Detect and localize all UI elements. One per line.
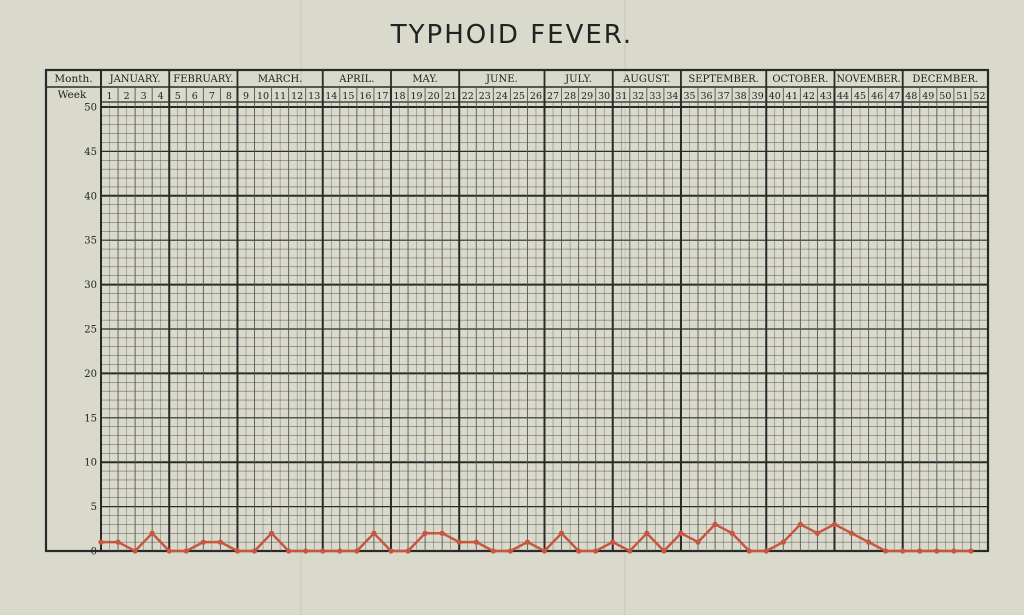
week-number: 30 <box>598 91 611 102</box>
week-number: 40 <box>768 91 781 102</box>
y-tick-label: 10 <box>84 457 97 469</box>
week-number: 43 <box>819 91 832 102</box>
data-point <box>422 531 427 536</box>
month-label: DECEMBER. <box>912 74 979 85</box>
week-number: 4 <box>157 91 164 102</box>
week-number: 48 <box>905 91 918 102</box>
data-point <box>610 540 615 545</box>
data-point <box>269 531 274 536</box>
y-tick-label: 5 <box>90 502 97 514</box>
y-tick-label: 40 <box>84 191 97 203</box>
data-point <box>303 548 308 553</box>
data-point <box>133 548 138 553</box>
week-number: 32 <box>632 91 645 102</box>
data-point <box>542 548 547 553</box>
chart-title: TYPHOID FEVER. <box>390 20 634 50</box>
week-number: 37 <box>717 91 730 102</box>
data-point <box>559 531 564 536</box>
data-point <box>98 540 103 545</box>
data-point <box>934 548 939 553</box>
week-number: 15 <box>342 91 355 102</box>
week-number: 9 <box>242 91 250 102</box>
data-point <box>815 531 820 536</box>
data-point <box>576 548 581 553</box>
month-label: AUGUST. <box>623 74 671 85</box>
week-number: 34 <box>666 91 679 102</box>
week-number: 49 <box>922 91 935 102</box>
week-number: 18 <box>393 91 406 102</box>
data-point <box>235 548 240 553</box>
week-number: 12 <box>291 91 304 102</box>
data-point <box>337 548 342 553</box>
data-point <box>849 531 854 536</box>
data-point <box>218 540 223 545</box>
week-number: 21 <box>444 91 457 102</box>
week-number: 6 <box>191 91 198 102</box>
month-label: MARCH. <box>257 74 303 85</box>
data-point <box>457 540 462 545</box>
month-label: MAY. <box>412 74 438 85</box>
data-point <box>781 540 786 545</box>
week-number: 8 <box>225 91 232 102</box>
data-point <box>491 548 496 553</box>
data-point <box>201 540 206 545</box>
y-tick-label: 25 <box>84 324 97 336</box>
week-number: 19 <box>410 91 423 102</box>
week-number: 10 <box>257 91 270 102</box>
data-point <box>405 548 410 553</box>
month-label: JULY. <box>565 74 593 85</box>
week-number: 45 <box>854 91 867 102</box>
data-point <box>883 548 888 553</box>
data-point <box>525 540 530 545</box>
week-number: 17 <box>376 91 389 102</box>
chart-frame <box>46 70 988 551</box>
week-number: 24 <box>495 91 508 102</box>
data-point <box>388 548 393 553</box>
data-point <box>354 548 359 553</box>
data-point <box>900 548 905 553</box>
month-label: JUNE. <box>486 74 518 85</box>
y-tick-label: 30 <box>84 280 97 292</box>
data-point <box>661 548 666 553</box>
data-point <box>798 522 803 527</box>
month-header-label: Month. <box>54 73 93 85</box>
data-point <box>508 548 513 553</box>
week-number: 29 <box>581 91 594 102</box>
data-point <box>593 548 598 553</box>
data-point <box>286 548 291 553</box>
y-tick-label: 20 <box>84 368 97 380</box>
week-number: 46 <box>871 91 884 102</box>
data-point <box>695 540 700 545</box>
week-number: 3 <box>140 91 147 102</box>
week-number: 38 <box>734 91 747 102</box>
y-tick-label: 50 <box>84 102 97 114</box>
week-number: 13 <box>308 91 321 102</box>
data-point <box>150 531 155 536</box>
month-label: NOVEMBER. <box>836 74 901 85</box>
data-point <box>730 531 735 536</box>
month-label: JANUARY. <box>109 74 161 85</box>
week-number: 23 <box>478 91 491 102</box>
week-number: 5 <box>174 91 181 102</box>
week-number: 28 <box>564 91 577 102</box>
data-point <box>252 548 257 553</box>
data-point <box>968 548 973 553</box>
month-label: SEPTEMBER. <box>688 74 759 85</box>
data-point <box>184 548 189 553</box>
week-number: 33 <box>649 91 662 102</box>
week-number: 51 <box>956 91 969 102</box>
data-point <box>440 531 445 536</box>
week-header-label: Week <box>57 89 87 101</box>
week-number: 35 <box>683 91 696 102</box>
data-point <box>764 548 769 553</box>
data-point <box>712 522 717 527</box>
y-tick-label: 0 <box>90 546 97 558</box>
month-label: FEBRUARY. <box>173 74 234 85</box>
week-number: 39 <box>751 91 764 102</box>
week-number: 27 <box>546 91 560 102</box>
week-number: 14 <box>325 91 338 102</box>
week-number: 2 <box>123 91 130 102</box>
week-number: 52 <box>973 91 986 102</box>
week-number: 20 <box>427 91 440 102</box>
week-number: 42 <box>802 91 815 102</box>
week-number: 44 <box>836 91 850 102</box>
week-number: 16 <box>359 91 372 102</box>
y-tick-label: 45 <box>84 146 97 158</box>
week-number: 7 <box>208 91 215 102</box>
data-point <box>320 548 325 553</box>
y-tick-label: 35 <box>84 235 97 247</box>
week-number: 1 <box>106 91 113 102</box>
data-point <box>627 548 632 553</box>
data-point <box>644 531 649 536</box>
week-number: 11 <box>274 91 287 102</box>
week-number: 50 <box>939 91 952 102</box>
week-number: 36 <box>700 91 713 102</box>
week-number: 41 <box>785 91 798 102</box>
week-number: 31 <box>615 91 628 102</box>
week-number: 26 <box>529 91 543 102</box>
data-point <box>832 522 837 527</box>
week-number: 22 <box>461 91 474 102</box>
month-label: APRIL. <box>339 74 375 85</box>
y-tick-label: 15 <box>84 413 97 425</box>
data-point <box>678 531 683 536</box>
data-point <box>951 548 956 553</box>
data-point <box>866 540 871 545</box>
data-point <box>371 531 376 536</box>
data-point <box>474 540 479 545</box>
week-number: 47 <box>888 91 901 102</box>
data-point <box>917 548 922 553</box>
data-point <box>747 548 752 553</box>
data-point <box>115 540 120 545</box>
data-point <box>167 548 172 553</box>
week-number: 25 <box>512 91 525 102</box>
month-label: OCTOBER. <box>772 74 829 85</box>
